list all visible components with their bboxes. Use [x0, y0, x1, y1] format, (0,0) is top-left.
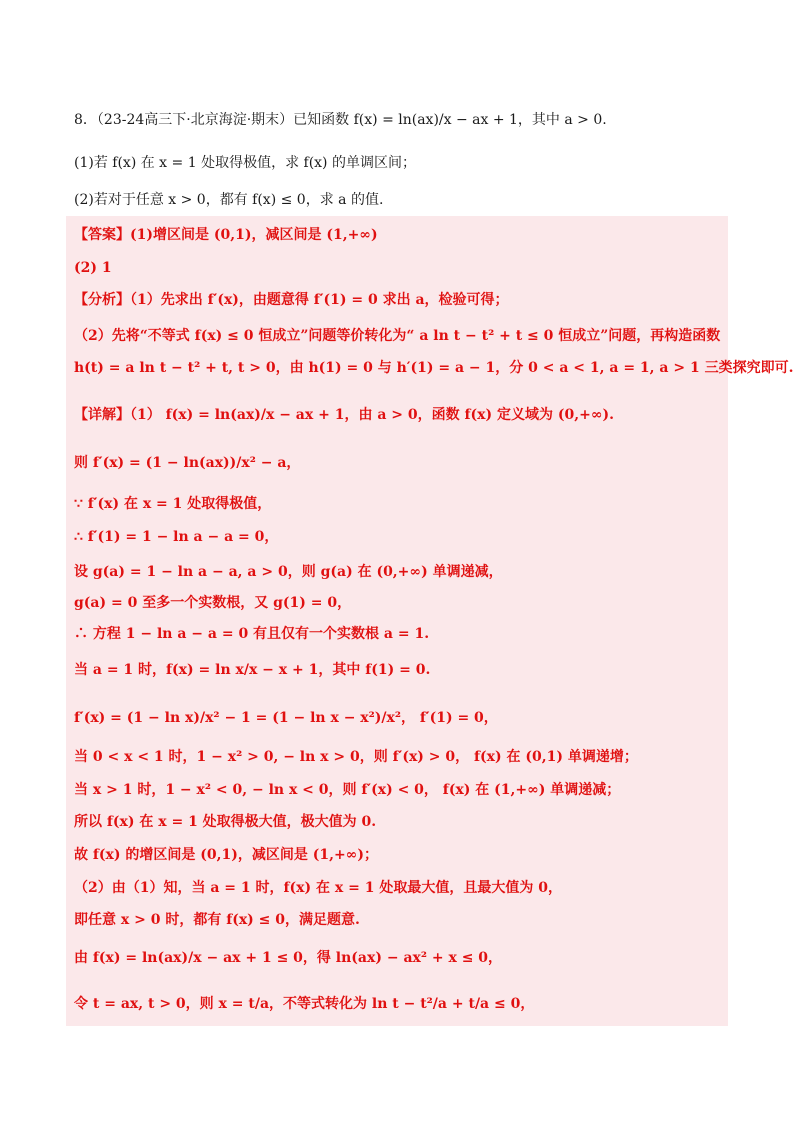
detail-line-8: 当 a = 1 时，f(x) = ln x/x − x + 1，其中 f(1) = 0. — [74, 662, 431, 678]
detail-line-12: 所以 f(x) 在 x = 1 处取得极大值，极大值为 0. — [74, 814, 377, 830]
detail-line-6: g(a) = 0 至多一个实数根，又 g(1) = 0， — [74, 595, 352, 611]
detail-line-2: 则 f′(x) = (1 − ln(ax))/x² − a， — [74, 455, 301, 471]
analysis-line-2: （2）先将“不等式 f(x) ≤ 0 恒成立”问题等价转化为“ a ln t − t² + t ≤ 0 恒成立”问题，再构造函数 — [74, 328, 721, 344]
detail-line-1: 【详解】（1） f(x) = ln(ax)/x − ax + 1，由 a > 0，函数 f(x) 定义域为 (0,+∞). — [74, 407, 614, 423]
detail-line-7: ∴ 方程 1 − ln a − a = 0 有且仅有一个实数根 a = 1. — [74, 626, 430, 642]
detail-line-15: 即任意 x > 0 时，都有 f(x) ≤ 0，满足题意. — [74, 912, 360, 928]
analysis-line-3: h(t) = a ln t − t² + t, t > 0，由 h(1) = 0 与 h′(1) = a − 1，分 0 < a < 1, a = 1, a > 1 三类探究即可. — [74, 360, 794, 376]
answer-part-2: (2) 1 — [74, 260, 112, 276]
detail-line-11: 当 x > 1 时，1 − x² < 0, − ln x < 0，则 f′(x) < 0， f(x) 在 (1,+∞) 单调递减； — [74, 782, 621, 798]
detail-line-4: ∴ f′(1) = 1 − ln a − a = 0， — [74, 529, 279, 545]
detail-line-3: ∵ f′(x) 在 x = 1 处取得极值， — [74, 496, 272, 512]
detail-line-5: 设 g(a) = 1 − ln a − a, a > 0，则 g(a) 在 (0,+∞) 单调递减， — [74, 564, 503, 580]
analysis-line-1: 【分析】（1）先求出 f′(x)，由题意得 f′(1) = 0 求出 a，检验可得； — [74, 292, 509, 308]
detail-line-13: 故 f(x) 的增区间是 (0,1)，减区间是 (1,+∞)； — [74, 847, 378, 863]
detail-line-14: （2）由（1）知，当 a = 1 时，f(x) 在 x = 1 处取最大值，且最大值为 0， — [74, 880, 562, 896]
detail-line-16: 由 f(x) = ln(ax)/x − ax + 1 ≤ 0，得 ln(ax) − ax² + x ≤ 0， — [74, 950, 503, 966]
problem-part-2: (2)若对于任意 x > 0，都有 f(x) ≤ 0，求 a 的值. — [74, 192, 384, 208]
problem-part-1: (1)若 f(x) 在 x = 1 处取得极值，求 f(x) 的单调区间； — [74, 155, 416, 171]
detail-line-17: 令 t = ax, t > 0，则 x = t/a，不等式转化为 ln t − t²/a + t/a ≤ 0， — [74, 996, 535, 1012]
answer-line: 【答案】(1)增区间是 (0,1)，减区间是 (1,+∞) — [74, 227, 378, 243]
problem-statement: 8．（23-24高三下·北京海淀·期末）已知函数 f(x) = ln(ax)/x − ax + 1，其中 a > 0. — [74, 112, 607, 128]
detail-line-9: f′(x) = (1 − ln x)/x² − 1 = (1 − ln x − x²)/x²， f′(1) = 0， — [74, 710, 498, 726]
detail-line-10: 当 0 < x < 1 时，1 − x² > 0, − ln x > 0，则 f′(x) > 0， f(x) 在 (0,1) 单调递增； — [74, 749, 638, 765]
